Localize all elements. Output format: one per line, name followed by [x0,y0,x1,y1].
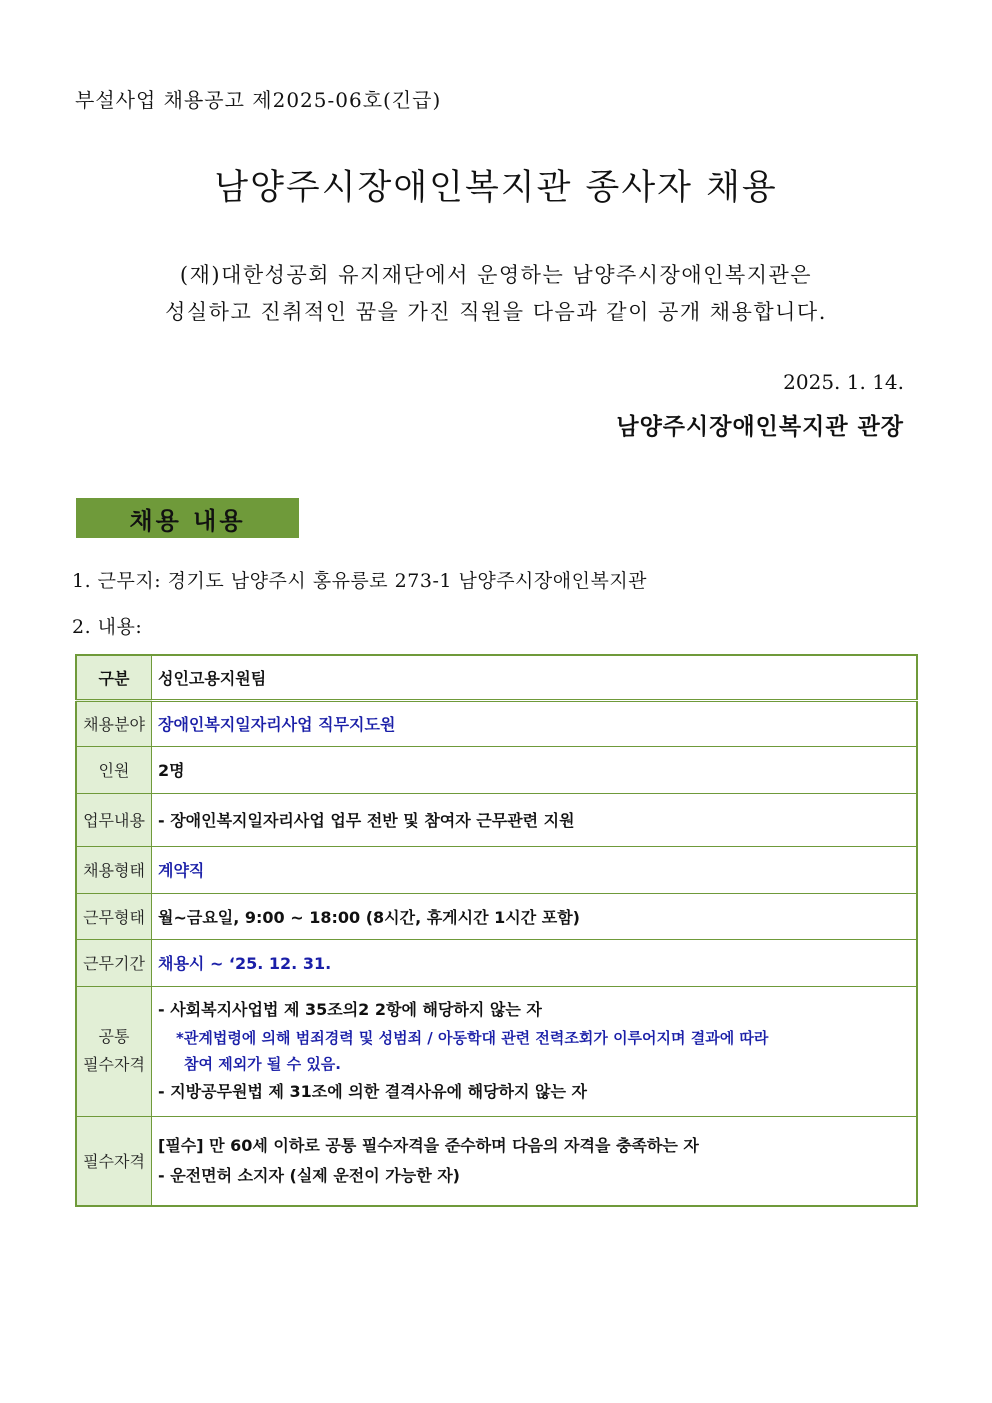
row-value: 월~금요일, 9:00 ~ 18:00 (8시간, 휴게시간 1시간 포함) [152,893,918,939]
row-value [152,986,918,1116]
row-label: 근무형태 [76,893,152,939]
job-table [75,654,918,1207]
row-label: 인원 [76,746,152,793]
intro-line-2: 성실하고 진취적인 꿈을 가진 직원을 다음과 같이 공개 채용합니다. [165,300,827,324]
row-value: 성인고용지원팀 [152,655,918,700]
row-value: 계약직 [152,846,918,893]
requirement-note: *관계법령에 의해 범죄경력 및 성범죄 / 아동학대 관련 전력조회가 이루어지며 결과에 따라 [176,1029,769,1047]
row-value: 2명 [152,746,918,793]
table-row [76,846,917,893]
page-title: 남양주시장애인복지관 종사자 채용 [214,168,778,208]
table-row [76,893,917,939]
issuer: 남양주시장애인복지관 관장 [616,413,904,440]
row-label: 채용형태 [76,846,152,893]
row-value [152,1116,918,1206]
table-row [76,700,917,746]
row-label: 구분 [76,655,152,700]
notice-date: 2025. 1. 14. [783,370,904,394]
table-row [76,1116,917,1206]
row-value: - 장애인복지일자리사업 업무 전반 및 참여자 근무관련 지원 [152,793,918,846]
row-label: 필수자격 [76,1116,152,1206]
table-row [76,655,917,700]
table-row [76,939,917,986]
row-label [76,986,152,1116]
row-value: 장애인복지일자리사업 직무지도원 [152,700,918,746]
workplace-line: 1. 근무지: 경기도 남양주시 홍유릉로 273-1 남양주시장애인복지관 [72,570,648,592]
requirement-note: 참여 제외가 될 수 있음. [184,1055,341,1073]
requirement-line: - 운전면허 소지자 (실제 운전이 가능한 자) [158,1165,460,1185]
notice-number: 부설사업 채용공고 제2025-06호(긴급) [75,88,442,112]
section-banner: 채용 내용 [76,498,299,538]
row-label-line: 공통 [98,1027,130,1046]
row-label: 근무기간 [76,939,152,986]
row-value: 채용시 ~ ‘25. 12. 31. [152,939,918,986]
content-line: 2. 내용: [72,616,143,638]
requirement-line: - 지방공무원법 제 31조에 의한 결격사유에 해당하지 않는 자 [158,1082,587,1101]
table-row [76,986,917,1116]
row-label-line: 필수자격 [83,1055,145,1074]
row-label: 채용분야 [76,700,152,746]
intro-line-1: (재)대한성공회 유지재단에서 운영하는 남양주시장애인복지관은 [179,263,813,287]
row-label: 업무내용 [76,793,152,846]
table-row [76,746,917,793]
table-row [76,793,917,846]
requirement-line: [필수] 만 60세 이하로 공통 필수자격을 준수하며 다음의 자격을 충족하는 자 [158,1135,699,1155]
requirement-line: - 사회복지사업법 제 35조의2 2항에 해당하지 않는 자 [158,1000,542,1019]
